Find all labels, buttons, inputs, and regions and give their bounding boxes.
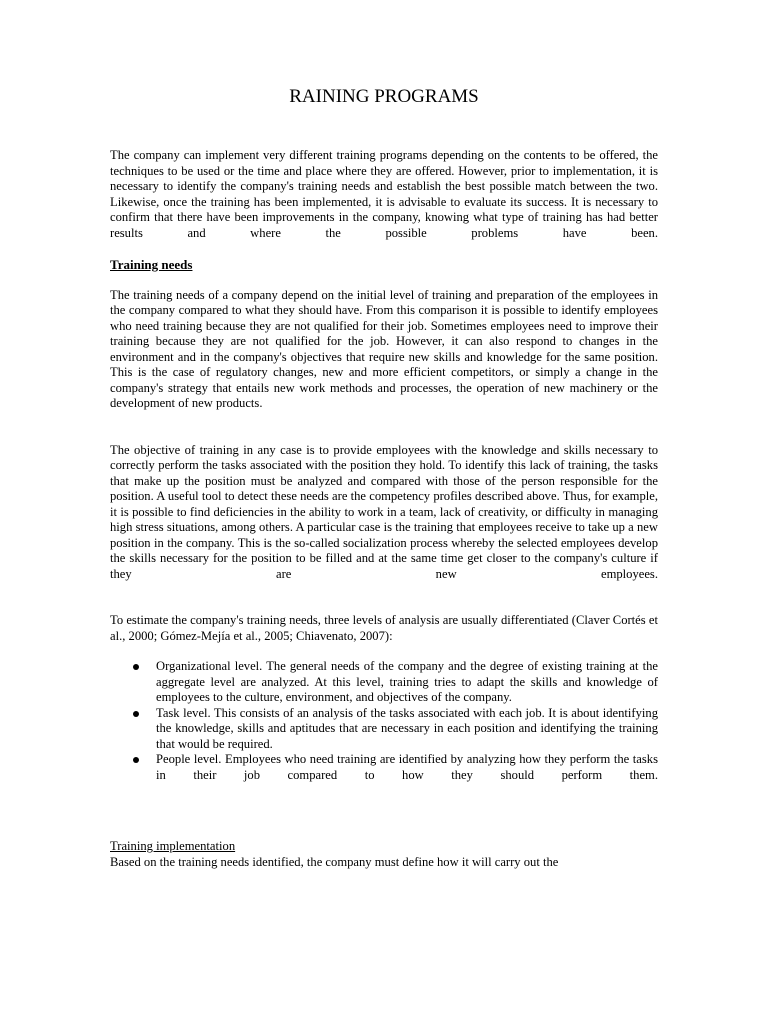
list-item-text: People level. Employees who need training are identified by analyzing how they perform the tasks in their job compared to how they should perform them.	[156, 752, 658, 782]
training-needs-paragraph-3: To estimate the company's training needs, three levels of analysis are usually differentiated (Claver Cortés et al., 2000; Gómez-Mejía et al., 2005; Chiavenato, 2007):	[110, 613, 658, 643]
paragraph-spacer	[110, 412, 658, 443]
training-needs-paragraph-2: The objective of training in any case is to provide employees with the knowledge and skills necessary to correctly perform the tasks associated with the position they hold. To identify this lack of training, the tasks that make up the position must be analyzed and compared with those of the person responsible for the position. A useful tool to detect these needs are the competency profiles described above. Thus, for example, it is possible to find deficiencies in the ability to work in a team, lack of creativity, or difficulty in managing high stress situations, among others. A particular case is the training that employees receive to take up a new position in the company. This is the so-called socialization process whereby the selected employees develop the skills necessary for the position to be filled and at the same time get closer to the company's culture if they are new employees.	[110, 442, 658, 581]
training-implementation-paragraph-1: Based on the training needs identified, the company must define how it will carry out the	[110, 854, 559, 869]
list-item-text: Task level. This consists of an analysis of the tasks associated with each job. It is about identifying the knowledge, skills and aptitudes that are necessary in each position and identifying the training that would be required.	[156, 705, 658, 751]
bullet-icon	[133, 757, 139, 763]
list-item-people-level	[110, 752, 658, 783]
document-title: RAINING PROGRAMS	[289, 86, 479, 107]
paragraph-spacer	[110, 582, 658, 613]
list-item-text: Organizational level. The general needs of the company and the degree of existing training at the aggregate level are analyzed. At this level, training tries to adapt the skills and knowledge of employees to the culture, environment, and objectives of the company.	[156, 659, 658, 704]
section-spacer	[110, 783, 658, 839]
bullet-icon	[133, 711, 139, 717]
training-needs-paragraph-1: The training needs of a company depend on the initial level of training and preparation of the employees in the company compared to what they should have. From this comparison it is possible to identify employees who need training because they are not qualified for their job. Sometimes employees need to improve their training because they are not qualified for the job. However, it can also respond to changes in the environment and in the company's objectives that require new skills and knowledge for the same position. This is the case of regulatory changes, new and more efficient competitors, or simply a change in the company's strategy that entails new work methods and processes, the operation of new machinery or the development of new products.	[110, 287, 658, 410]
list-item-task-level	[110, 706, 658, 753]
section-heading-training-needs: Training needs	[110, 257, 193, 272]
list-item-organizational-level	[110, 659, 658, 706]
analysis-levels-list	[110, 659, 658, 783]
document-body	[110, 148, 658, 870]
bullet-icon	[133, 664, 139, 670]
intro-paragraph: The company can implement very different training programs depending on the contents to be offered, the techniques to be used or the time and place where they are offered. However, prior to implementation, it is necessary to identify the company's training needs and establish the best possible match between the two. Likewise, once the training has been implemented, it is advisable to evaluate its success. It is necessary to confirm that there have been improvements in the company, knowing what type of training has had better results and where the possible problems have been.	[110, 148, 658, 240]
paragraph-spacer	[110, 644, 658, 659]
section-heading-training-implementation: Training implementation	[110, 839, 236, 853]
